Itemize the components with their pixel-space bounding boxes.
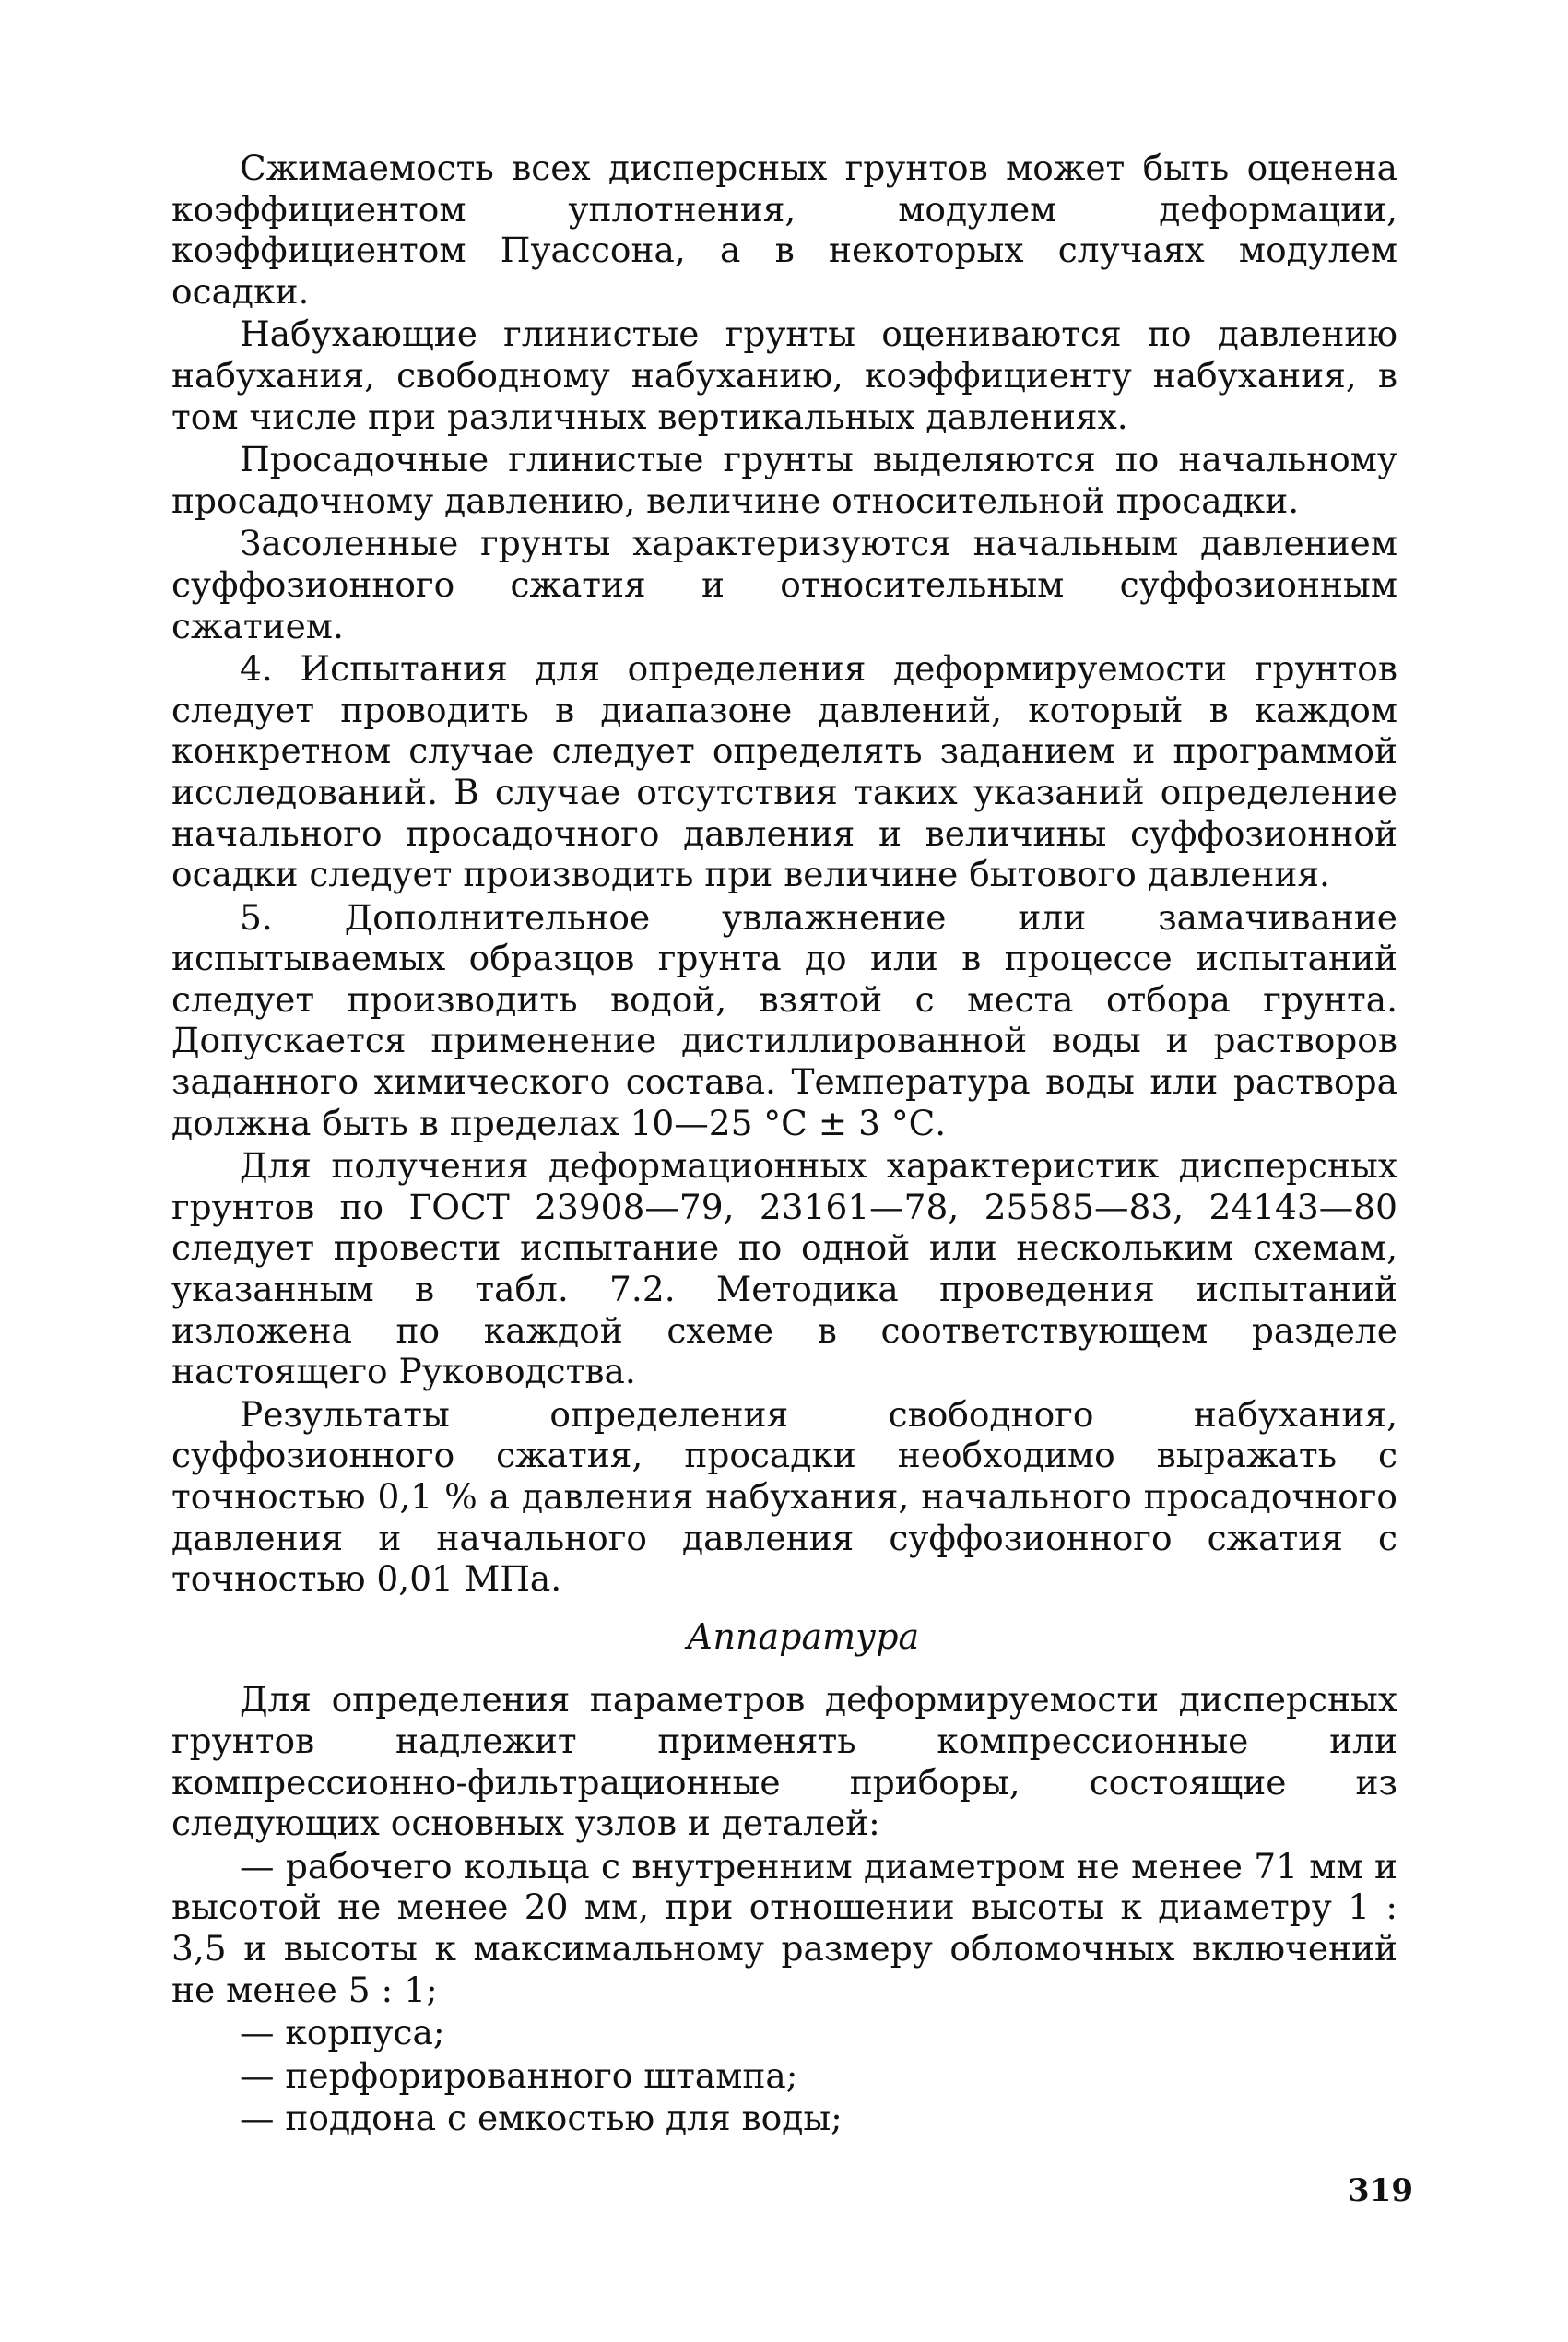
list-item-body: — корпуса; <box>240 2012 445 2053</box>
paragraph-saline-soils: Засоленные грунты характеризуются начальным давлением суффозионного сжатия и относительным суффозионным сжатием. <box>171 523 1397 646</box>
paragraph-compressibility: Сжимаемость всех дисперсных грунтов может быть оценена коэффициентом уплотнения, модулем деформации, коэффициентом Пуассона, а в некоторых случаях модулем осадки. <box>171 148 1397 312</box>
page-body-text <box>171 148 1397 2141</box>
paragraph-gost-characteristics: Для получения деформационных характеристик дисперсных грунтов по ГОСТ 23908—79, 23161—78, 25585—83, 24143—80 следует провести испытание по одной или нескольким схемам, указанным в табл. 7.2. Методика проведения испытаний изложена по каждой схеме в соответствующем разделе настоящего Руководства. <box>171 1145 1397 1392</box>
list-item-working-ring: — рабочего кольца с внутренним диаметром не менее 71 мм и высотой не менее 20 мм, при отношении высоты к диаметру 1 : 3,5 и высоты к максимальному размеру обломочных включений не менее 5 : 1; <box>171 1845 1397 2010</box>
page-number: 319 <box>1348 2172 1413 2209</box>
paragraph-collapsing-soils: Просадочные глинистые грунты выделяются по начальному просадочному давлению, величине относительной просадки. <box>171 439 1397 521</box>
paragraph-item-5-wetting: 5. Дополнительное увлажнение или замачивание испытываемых образцов грунта до или в процессе испытаний следует производить водой, взятой с места отбора грунта. Допускается применение дистиллированной воды и растворов заданного химического состава. Температура воды или раствора должна быть в пределах 10—25 °С ± 3 °С. <box>171 896 1397 1143</box>
paragraph-item-4-tests: 4. Испытания для определения деформируемости грунтов следует проводить в диапазоне давлений, который в каждом конкретном случае следует определять заданием и программой исследований. В случае отсутствия таких указаний определение начального просадочного давления и величины суффозионной осадки следует производить при величине бытового давления. <box>171 648 1397 895</box>
list-item-perforated-stamp: — перфорированного штампа; <box>240 2054 798 2096</box>
paragraph-swelling-soils: Набухающие глинистые грунты оцениваются по давлению набухания, свободному набуханию, коэффициенту набухания, в том числе при различных вертикальных давлениях. <box>171 313 1397 437</box>
paragraph-results-precision: Результаты определения свободного набухания, суффозионного сжатия, просадки необходимо выражать с точностью 0,1 % а давления набухания, начального просадочного давления и начального давления суффозионного сжатия с точностью 0,01 МПа. <box>171 1393 1397 1600</box>
section-heading-apparatus: Аппаратура <box>686 1615 920 1657</box>
paragraph-apparatus-intro: Для определения параметров деформируемости дисперсных грунтов надлежит применять компрессионные или компрессионно-фильтрационные приборы, состоящие из следующих основных узлов и деталей: <box>171 1679 1397 1844</box>
list-item-tray: — поддона с емкостью для воды; <box>240 2098 843 2139</box>
